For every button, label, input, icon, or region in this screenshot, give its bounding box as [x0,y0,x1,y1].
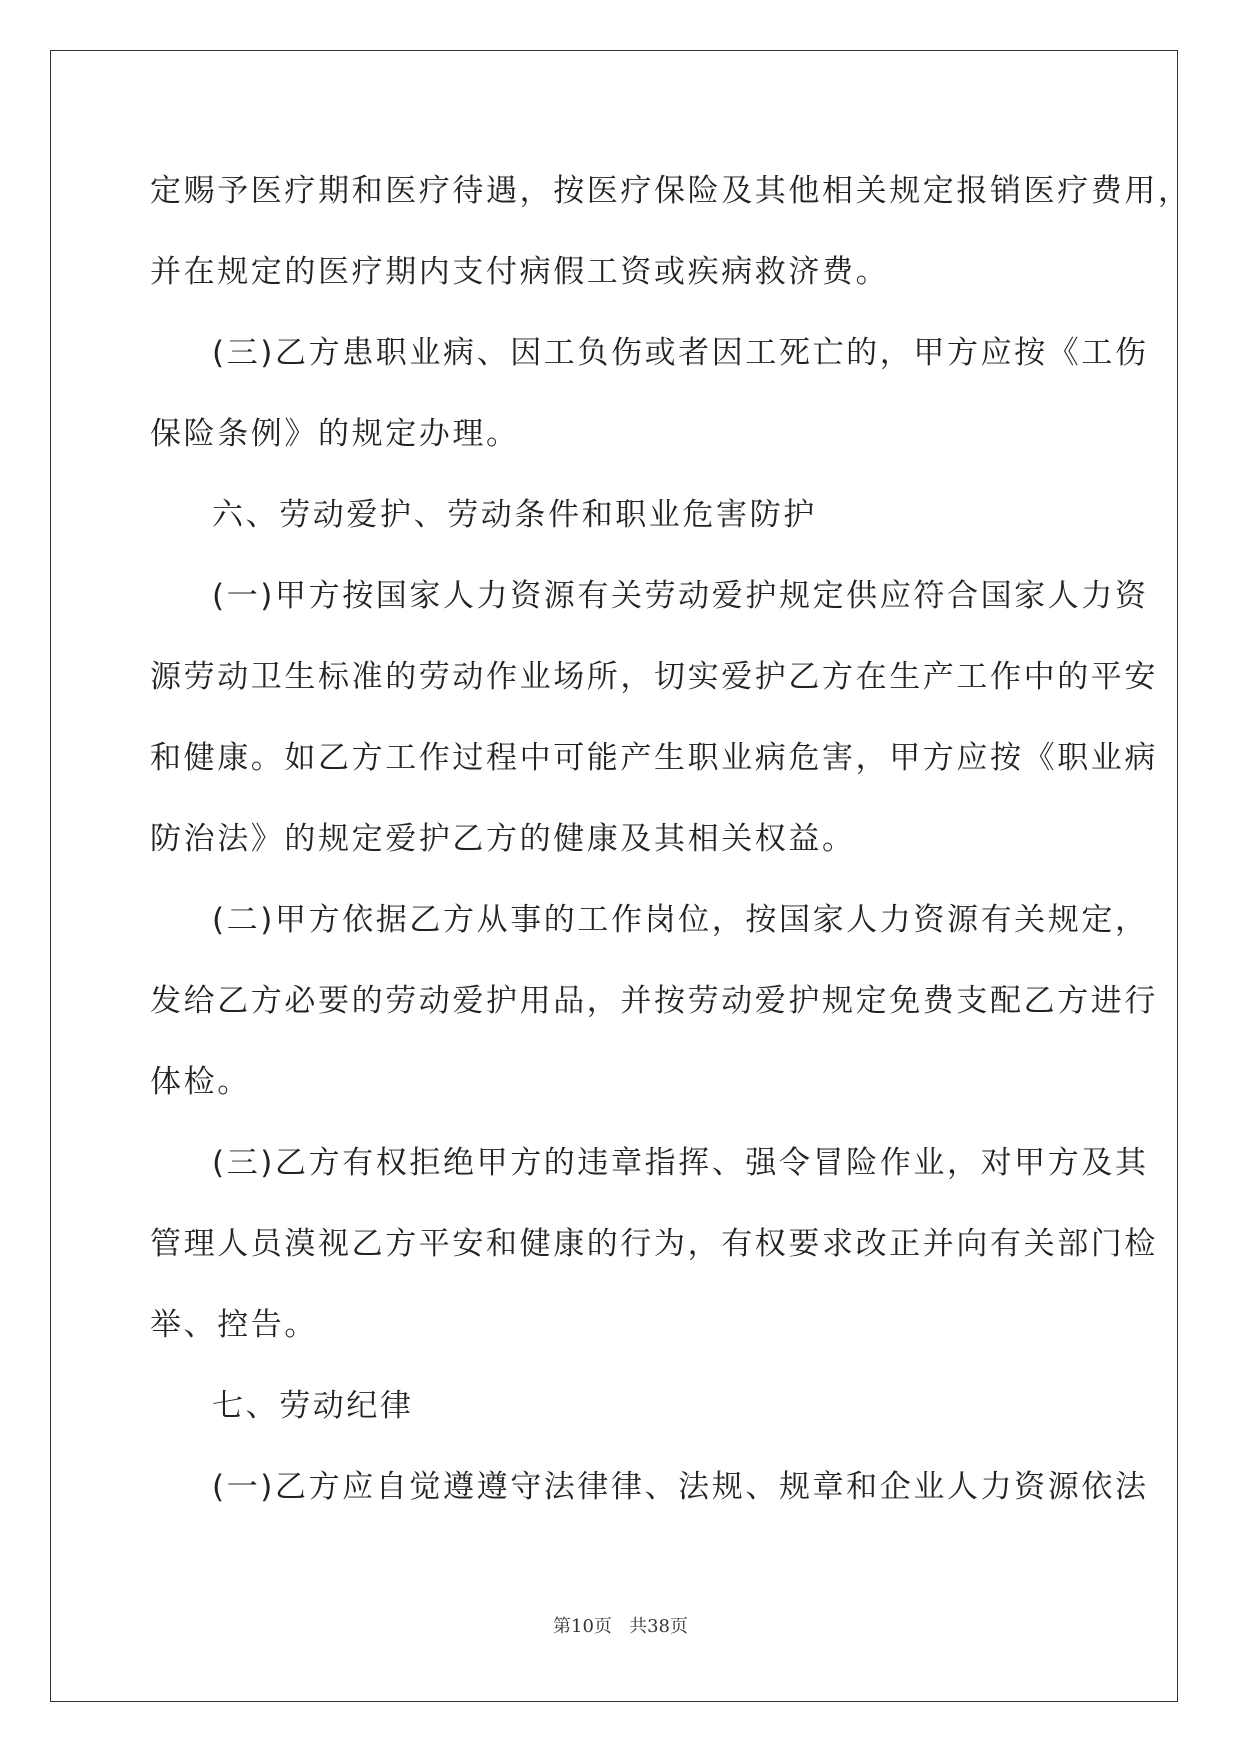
text-line: 发给乙方必要的劳动爱护用品，并按劳动爱护规定免费支配乙方进行 [150,983,1158,1019]
text-line: 定赐予医疗期和医疗待遇，按医疗保险及其他相关规定报销医疗费用， [150,173,1192,209]
page-suffix: 页 [593,1616,612,1637]
document-body [150,163,1192,1540]
page-footer [0,1612,1241,1638]
text-line: (一)乙方应自觉遵遵守法律律、法规、规章和企业人力资源依法 [212,1469,1149,1505]
page-prefix: 第 [553,1616,571,1637]
section-heading: 六、劳动爱护、劳动条件和职业危害防护 [212,497,817,533]
total-prefix: 共 [629,1616,648,1637]
section-heading: 七、劳动纪律 [212,1388,414,1424]
text-line: 保险条例》的规定办理。 [150,416,520,452]
text-line: (一)甲方按国家人力资源有关劳动爱护规定供应符合国家人力资 [212,578,1149,614]
total-suffix: 页 [669,1616,688,1637]
text-line: (三)乙方患职业病、因工负伤或者因工死亡的，甲方应按《工伤 [212,335,1149,371]
text-line: 防治法》的规定爱护乙方的健康及其相关权益。 [150,821,856,857]
text-line: (三)乙方有权拒绝甲方的违章指挥、强令冒险作业，对甲方及其 [212,1145,1149,1181]
text-line: 和健康。如乙方工作过程中可能产生职业病危害，甲方应按《职业病 [150,740,1158,776]
text-line: 源劳动卫生标准的劳动作业场所，切实爱护乙方在生产工作中的平安 [150,659,1158,695]
text-line: 管理人员漠视乙方平安和健康的行为，有权要求改正并向有关部门检 [150,1226,1158,1262]
page-number: 10 [571,1616,594,1637]
text-line: 体检。 [150,1064,251,1100]
text-line: 举、控告。 [150,1307,318,1343]
text-line: (二)甲方依据乙方从事的工作岗位，按国家人力资源有关规定， [212,902,1149,938]
total-pages: 38 [647,1616,670,1637]
text-line: 并在规定的医疗期内支付病假工资或疾病救济费。 [150,254,890,290]
